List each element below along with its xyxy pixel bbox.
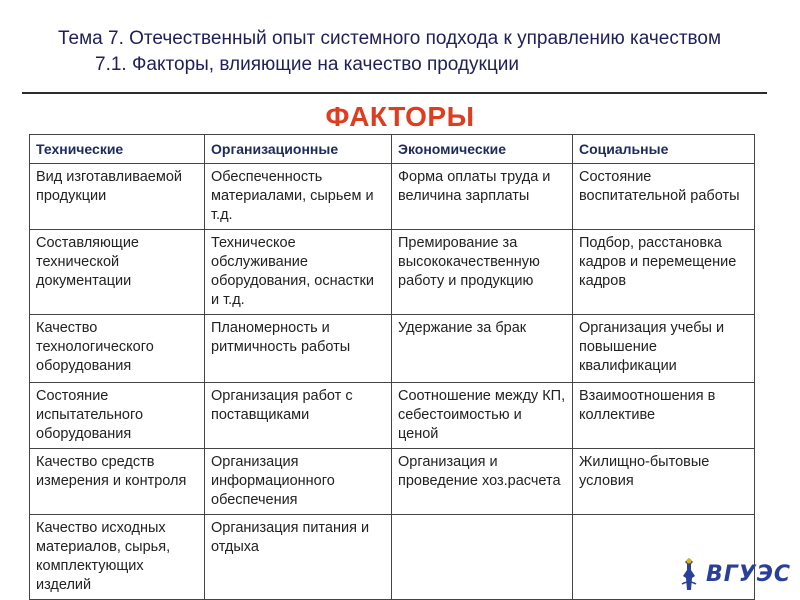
university-logo — [676, 556, 792, 592]
table-cell: Премирование за высококачественную работу и продукцию — [392, 230, 573, 315]
table-cell: Качество технологического оборудования — [30, 315, 205, 383]
page-subtitle: 7.1. Факторы, влияющие на качество продукции — [95, 54, 519, 75]
table-row — [30, 515, 755, 600]
table-cell: Обеспеченность материалами, сырьем и т.д. — [205, 164, 392, 230]
table-cell: Организация питания и отдыха — [205, 515, 392, 600]
table-cell: Организация учебы и повышение квалификации — [573, 315, 755, 383]
column-header-technical: Технические — [30, 135, 205, 164]
table-row — [30, 230, 755, 315]
title-divider — [22, 92, 767, 94]
table-cell: Состояние воспитательной работы — [573, 164, 755, 230]
table-header-row — [30, 135, 755, 164]
table-cell: Вид изготавливаемой продукции — [30, 164, 205, 230]
table-cell: Техническое обслуживание оборудования, оснастки и т.д. — [205, 230, 392, 315]
torch-figure-icon — [676, 556, 702, 592]
table-row — [30, 315, 755, 383]
column-header-social: Социальные — [573, 135, 755, 164]
table-row — [30, 449, 755, 515]
table-cell: Форма оплаты труда и величина зарплаты — [392, 164, 573, 230]
table-row — [30, 164, 755, 230]
table-cell: Жилищно-бытовые условия — [573, 449, 755, 515]
table-cell: Качество средств измерения и контроля — [30, 449, 205, 515]
table-cell: Подбор, расстановка кадров и перемещение кадров — [573, 230, 755, 315]
factors-heading: ФАКТОРЫ — [325, 101, 475, 132]
table-cell: Организация информационного обеспечения — [205, 449, 392, 515]
table-cell: Соотношение между КП, себестоимостью и ценой — [392, 383, 573, 449]
factors-table — [29, 134, 755, 600]
table-cell: Состояние испытательного оборудования — [30, 383, 205, 449]
table-cell: Составляющие технической документации — [30, 230, 205, 315]
column-header-organizational: Организационные — [205, 135, 392, 164]
table-cell: Организация работ с поставщиками — [205, 383, 392, 449]
table-row — [30, 383, 755, 449]
page-title: Тема 7. Отечественный опыт системного подхода к управлению качеством — [58, 28, 722, 49]
table-cell: Планомерность и ритмичность работы — [205, 315, 392, 383]
table-cell: Удержание за брак — [392, 315, 573, 383]
table-cell: Качество исходных материалов, сырья, комплектующих изделий — [30, 515, 205, 600]
table-cell — [392, 515, 573, 600]
table-cell: Организация и проведение хоз.расчета — [392, 449, 573, 515]
logo-text: ВГУЭС — [706, 562, 792, 587]
column-header-economic: Экономические — [392, 135, 573, 164]
table-cell: Взаимоотношения в коллективе — [573, 383, 755, 449]
